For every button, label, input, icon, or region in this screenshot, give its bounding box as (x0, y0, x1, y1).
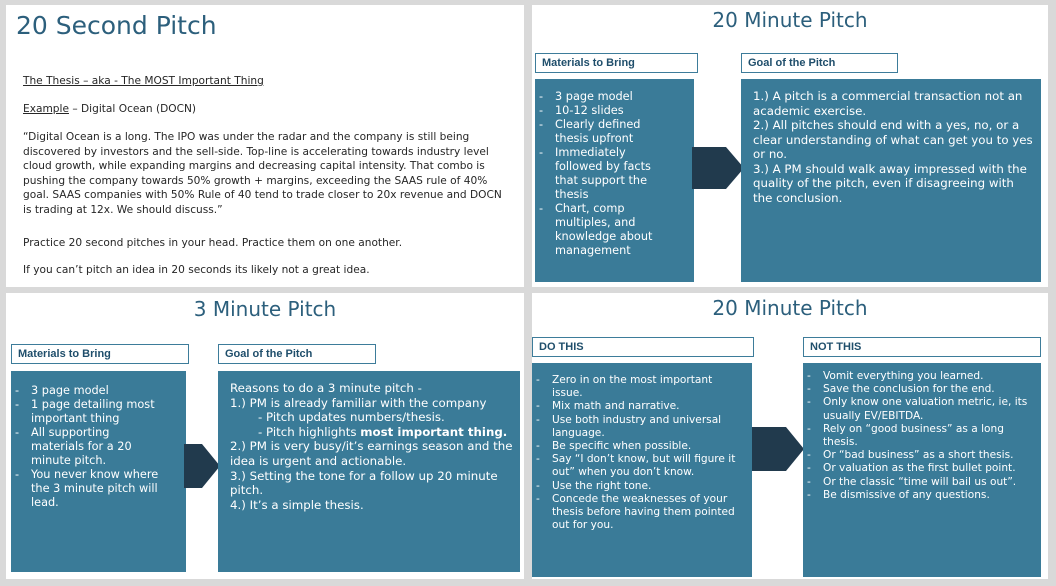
list-item: - You never know where the 3 minute pitch will lead. (11, 468, 186, 510)
quote-line: “Digital Ocean is a long. The IPO was under the radar and the company is still being (23, 131, 470, 143)
list-item: - All supporting materials for a 20 minute pitch. (11, 426, 186, 468)
example-line (23, 102, 196, 117)
quote-line: discovered by investors and the sell-side. Top-line is accelerating towards industry level (23, 145, 489, 158)
goal-point: 4.) It’s a simple thesis. (230, 497, 364, 512)
list-item: - 1 page detailing most important thing (11, 398, 186, 426)
materials-header: Materials to Bring (535, 53, 698, 73)
materials-box (11, 371, 186, 572)
not-this-box (803, 363, 1041, 577)
list-item: - Be specific when possible. (532, 440, 752, 453)
goal-header: Goal of the Pitch (741, 53, 898, 73)
goal-header: Goal of the Pitch (218, 344, 376, 364)
goal-box (741, 79, 1041, 282)
list-item: - Vomit everything you learned. (803, 370, 1041, 383)
list-item: - 3 page model (11, 384, 186, 398)
thesis-heading: The Thesis – aka - The MOST Important Thing (23, 75, 264, 87)
example-text: – Digital Ocean (DOCN) (68, 103, 197, 115)
goal-subpoint: - Pitch updates numbers/thesis. (258, 410, 445, 425)
list-item: - Mix math and narrative. (532, 400, 752, 413)
list-item: - Or “bad business” as a short thesis. (803, 449, 1041, 462)
quote-line: pushing the company towards 50% growth + margins, exceeding the SAAS rule of 40% (23, 174, 488, 187)
slide-title: 20 Minute Pitch (712, 296, 868, 320)
slide-20-minute-pitch-do-dont (532, 293, 1048, 579)
slide-20-second-pitch (6, 5, 524, 287)
goal-point: 1.) PM is already familiar with the company (230, 395, 487, 410)
list-item: - Concede the weaknesses of your thesis before having them pointed out for you. (532, 493, 752, 533)
goal-paragraph: 3.) A PM should walk away impressed with the quality of the pitch, even if disagreeing with the conclusion. (753, 161, 1027, 205)
list-item: - Immediately followed by facts that support the thesis (535, 146, 694, 202)
slide-title: 3 Minute Pitch (193, 297, 337, 321)
list-item: - Or valuation as the first bullet point. (803, 462, 1041, 475)
do-this-header: DO THIS (532, 337, 754, 357)
list-item: - Zero in on the most important issue. (532, 374, 752, 400)
quote-line: cloud growth, while expanding margins and decreasing capital intensity. That combo is (23, 160, 485, 172)
slide-title: 20 Second Pitch (16, 11, 217, 40)
slide-3-minute-pitch (6, 293, 524, 579)
quote-line: is trading at 12x. We should discuss.” (23, 203, 223, 216)
example-label: Example (23, 103, 69, 115)
list-item: - 10-12 slides (535, 104, 694, 118)
goal-box (218, 371, 520, 572)
slide-title: 20 Minute Pitch (712, 8, 868, 32)
goal-paragraph: 2.) All pitches should end with a yes, no, or a clear understanding of what can get you to yes or no. (753, 118, 1033, 161)
goal-point: 3.) Setting the tone for a follow up 20 minute pitch. (230, 468, 498, 498)
practice-line: Practice 20 second pitches in your head. Practice them on one another. (23, 237, 403, 249)
pitch-quote (23, 130, 518, 217)
goal-point: 2.) PM is very busy/it’s earnings season and the idea is urgent and actionable. (230, 439, 513, 468)
goal-intro: Reasons to do a 3 minute pitch - (230, 381, 422, 395)
goal-paragraph: 1.) A pitch is a commercial transaction not an academic exercise. (753, 89, 1023, 118)
list-item: - Be dismissive of any questions. (803, 489, 1041, 502)
subpoint-text: - Pitch highlights (258, 424, 361, 439)
list-item: - Use both industry and universal language. (532, 414, 752, 440)
list-item: - Use the right tone. (532, 480, 752, 493)
list-item: - Rely on “good business” as a long thesis. (803, 423, 1041, 449)
list-item: - Or the classic “time will bail us out”. (803, 476, 1041, 489)
list-item: - Save the conclusion for the end. (803, 383, 1041, 396)
list-item: - Chart, comp multiples, and knowledge about management (535, 202, 694, 258)
list-item: - Clearly defined thesis upfront (535, 118, 694, 146)
subpoint-bold: most important thing. (360, 424, 508, 439)
do-this-box (532, 363, 752, 577)
materials-header: Materials to Bring (11, 344, 189, 364)
closing-line: If you can’t pitch an idea in 20 seconds its likely not a great idea. (23, 264, 370, 276)
quote-line: goal. SAAS companies with 50% Rule of 40 tend to trade closer to 20x revenue and DOCN (23, 189, 502, 201)
list-item: - 3 page model (535, 90, 694, 104)
list-item: - Say “I don’t know, but will figure it out” when you don’t know. (532, 453, 752, 479)
goal-subpoint (230, 425, 514, 440)
slide-20-minute-pitch-materials (532, 5, 1048, 287)
not-this-header: NOT THIS (803, 337, 1041, 357)
list-item: - Only know one valuation metric, ie, its usually EV/EBITDA. (803, 396, 1041, 422)
materials-box (535, 79, 694, 282)
